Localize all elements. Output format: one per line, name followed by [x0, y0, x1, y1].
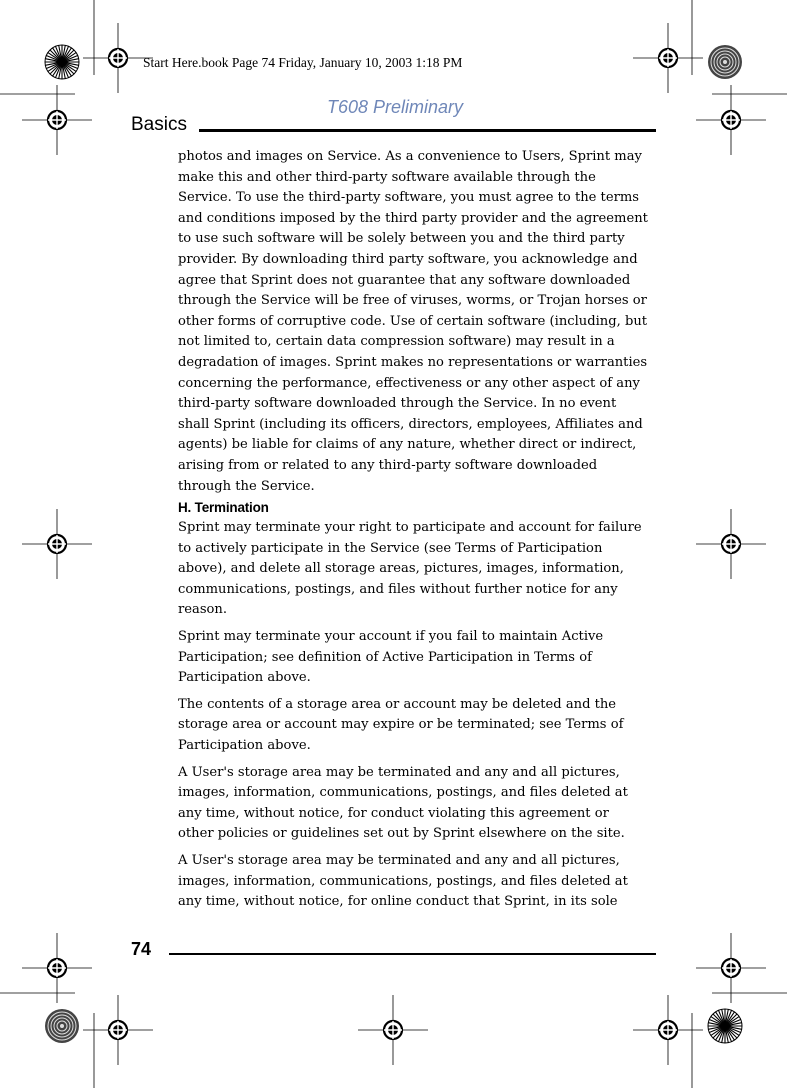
section-title: Basics — [131, 114, 187, 135]
book-info-line: Start Here.book Page 74 Friday, January 10, 2003 1:18 PM — [143, 55, 463, 70]
paragraph-online-conduct: A User's storage area may be terminated and any and all pictures, images, information, communications, postings, and files deleted at any time, without notice, for online conduct that Sprint, in its sole — [178, 853, 628, 910]
body-text — [178, 147, 648, 913]
paragraph-conduct-violating: A User's storage area may be terminated and any and all pictures, images, information, communications, postings, and files deleted at any time, without notice, for conduct violating this agreement or other policies or guidelines set out by Sprint elsewhere on the site. — [178, 764, 628, 842]
paragraph-active-participation: Sprint may terminate your account if you fail to maintain Active Participation; see definition of Active Participation in Terms of Participation above. — [178, 629, 604, 686]
header-rule — [199, 129, 656, 132]
preliminary-watermark: T608 Preliminary — [327, 97, 464, 117]
heading-termination: H. Termination — [178, 500, 269, 516]
page-number: 74 — [131, 939, 152, 959]
paragraph-terminate-right: Sprint may terminate your right to participate and account for failure to actively participate in the Service (see Terms of Participation above), and delete all storage areas, pictures, images, information, communications, postings, and files without further notice for any reason. — [178, 520, 642, 618]
footer-rule — [169, 953, 656, 955]
paragraph-software: photos and images on Service. As a convenience to Users, Sprint may make this and other third-party software available through the Service. To use the third-party software, you must agree to the terms and conditions imposed by the third party provider and the agreement to use such software will be solely between you and the third party provider. By downloading third party software, you acknowledge and agree that Sprint does not guarantee that any software downloaded through the Service will be free of viruses, worms, or Trojan horses or other forms of corruptive code. Use of certain software (including, but not limited to, certain data compression software) may result in a degradation of images. Sprint makes no representations or warranties concerning the performance, effectiveness or any other aspect of any third-party software downloaded through the Service. In no event shall Sprint (including its officers, directors, employees, Affiliates and agents) be liable for claims of any nature, whether direct or indirect, arising from or related to any third-party software downloaded through the Service. — [178, 149, 648, 494]
paragraph-contents-deleted: The contents of a storage area or account may be deleted and the storage area or account may expire or be terminated; see Terms of Participation above. — [178, 696, 624, 754]
